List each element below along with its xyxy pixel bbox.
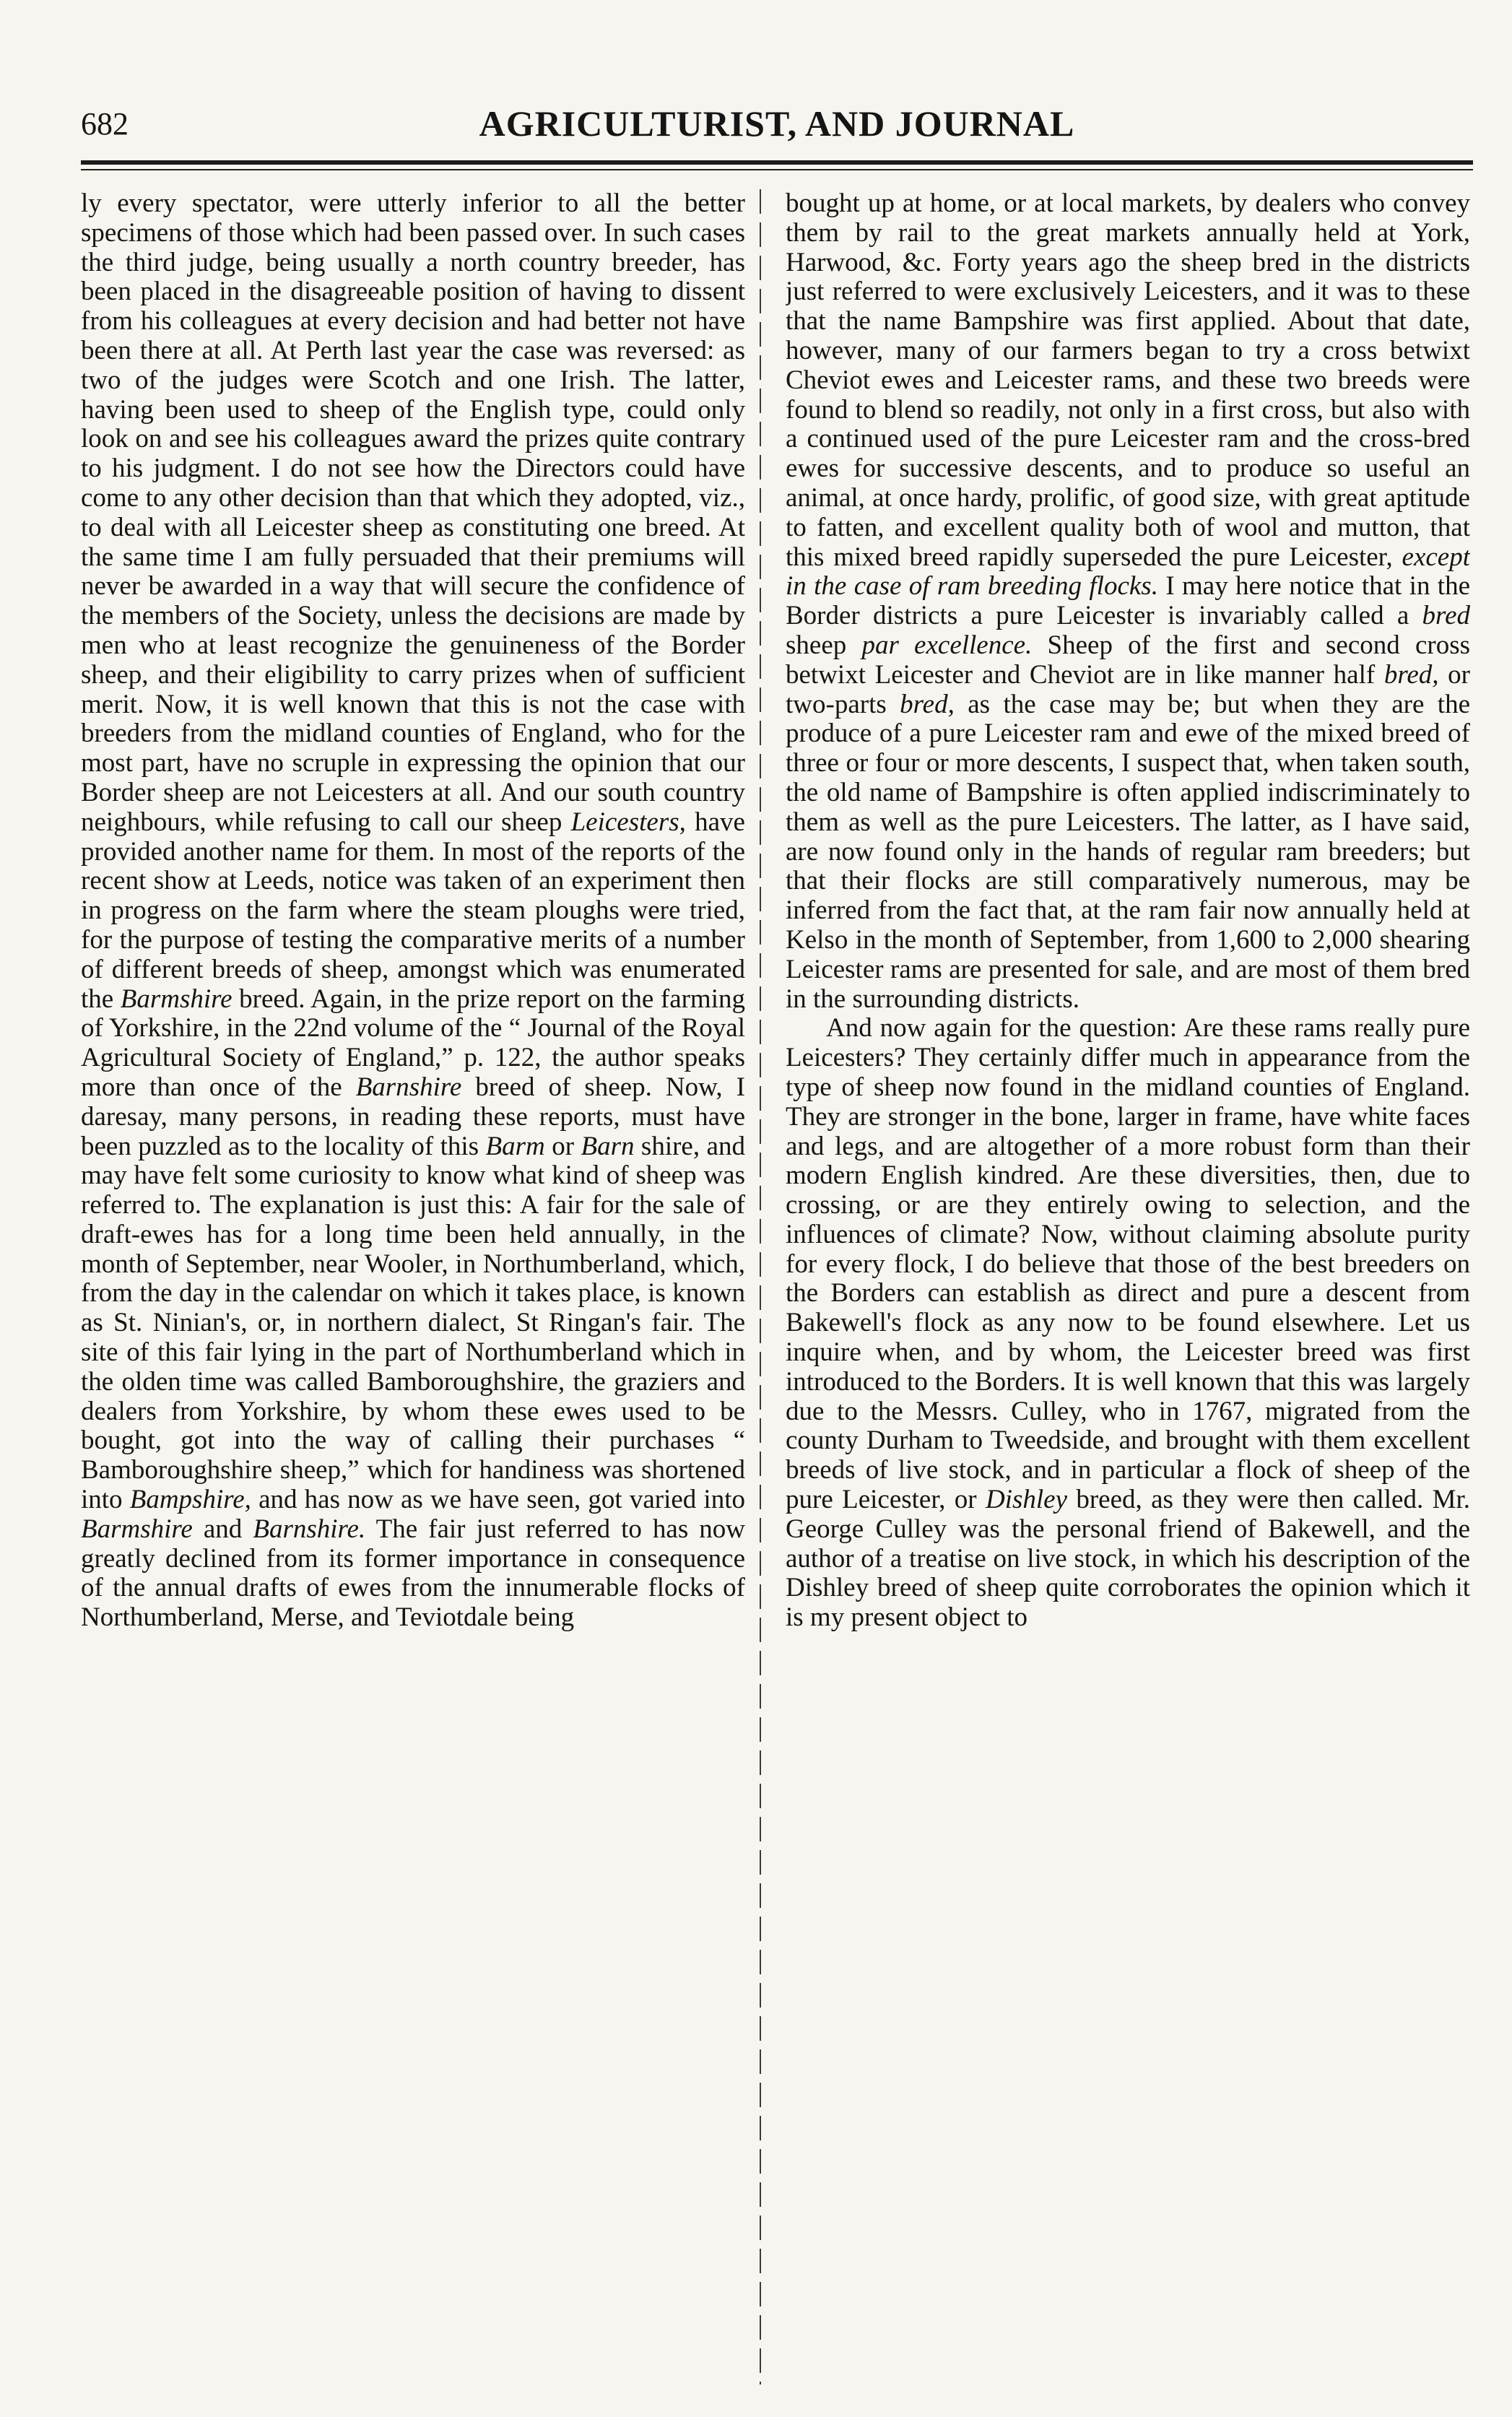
right-column bbox=[786, 189, 1470, 2385]
running-title: AGRICULTURIST, AND JOURNAL bbox=[479, 103, 1075, 144]
left-paragraph-1: ly every spectator, were utterly inferior to all the better specimens of those which had been passed over. In such cases the third judge, being usually a north country breeder, has been placed in the disagreeable position of having to dissent from his colleagues at every decision and had better not have been there at all. At Perth last year the case was reversed: as two of the judges were Scotch and one Irish. The latter, having been used to sheep of the English type, could only look on and see his colleagues award the prizes quite contrary to his judgment. I do not see how the Directors could have come to any other decision than that which they adopted, viz., to deal with all Leicester sheep as constituting one breed. At the same time I am fully persuaded that their premiums will never be awarded in a way that will secure the confidence of the members of the Society, unless the decisions are made by men who at least recognize the genuineness of the Border sheep, and their eligibility to carry prizes when of sufficient merit. Now, it is well known that this is not the case with breeders from the midland counties of England, who for the most part, have no scruple in expressing the opinion that our Border sheep are not Leicesters at all. And our south country neighbours, while refusing to call our sheep Leicesters, have provided another name for them. In most of the reports of the recent show at Leeds, notice was taken of an experiment then in progress on the farm where the steam ploughs were tried, for the purpose of testing the comparative merits of a number of different breeds of sheep, amongst which was enumerated the Barmshire breed. Again, in the prize report on the farming of Yorkshire, in the 22nd volume of the “ Journal of the Royal Agricultural Society of England,” p. 122, the author speaks more than once of the Barnshire breed of sheep. Now, I daresay, many persons, in reading these reports, must have been puzzled as to the locality of this Barm or Barn shire, and may have felt some curiosity to know what kind of sheep was referred to. The explanation is just this: A fair for the sale of draft-ewes has for a long time been held annually, in the month of September, near Wooler, in Northumberland, which, from the day in the calendar on which it takes place, is known as St. Ninian's, or, in northern dialect, St Ringan's fair. The site of this fair lying in the part of Northumberland which in the olden time was called Bamboroughshire, the graziers and dealers from Yorkshire, by whom these ewes used to be bought, got into the way of calling their purchases “ Bamboroughshire sheep,” which for handiness was shortened into Bampshire, and has now as we have seen, got varied into Barmshire and Barnshire. The fair just referred to has now greatly declined from its former importance in consequence of the annual drafts of ewes from the innumerable flocks of Northumberland, Merse, and Teviotdale being bbox=[81, 189, 745, 1633]
header-rule-thin bbox=[81, 169, 1473, 170]
left-column bbox=[81, 189, 745, 2385]
header-rule-thick bbox=[81, 160, 1473, 165]
column-divider bbox=[760, 189, 761, 2385]
page-number: 682 bbox=[81, 106, 129, 142]
right-paragraph-1: bought up at home, or at local markets, by dealers who convey them by rail to the great markets annually held at York, Harwood, &c. Forty years ago the sheep bred in the districts just referred to were exclusively Leicesters, and it was to these that the name Bampshire was first applied. About that date, however, many of our farmers began to try a cross betwixt Cheviot ewes and Leicester rams, and these two breeds were found to blend so readily, not only in a first cross, but also with a continued used of the pure Leicester ram and the cross-bred ewes for successive descents, and to produce so useful an animal, at once hardy, prolific, of good size, with great aptitude to fatten, and excellent quality both of wool and mutton, that this mixed breed rapidly superseded the pure Leicester, except in the case of ram breeding flocks. I may here notice that in the Border districts a pure Leicester is invariably called a bred sheep par excellence. Sheep of the first and second cross betwixt Leicester and Cheviot are in like manner half bred, or two-parts bred, as the case may be; but when they are the produce of a pure Leicester ram and ewe of the mixed breed of three or four or more descents, I suspect that, when taken south, the old name of Bampshire is often applied indiscriminately to them as well as the pure Leicesters. The latter, as I have said, are now found only in the hands of regular ram breeders; but that their flocks are still comparatively numerous, may be inferred from the fact that, at the ram fair now annually held at Kelso in the month of September, from 1,600 to 2,000 shearing Leicester rams are presented for sale, and are most of them bred in the surrounding districts. bbox=[786, 189, 1470, 1014]
right-paragraph-2: And now again for the question: Are these rams really pure Leicesters? They certainly differ much in appearance from the type of sheep now found in the midland counties of England. They are stronger in the bone, larger in frame, have white faces and legs, and are altogether of a more robust form than their modern English kindred. Are these diversities, then, due to crossing, or are they entirely owing to selection, and the influences of climate? Now, without claiming absolute purity for every flock, I do believe that those of the best breeders on the Borders can establish as direct and pure a descent from Bakewell's flock as any now to be found elsewhere. Let us inquire when, and by whom, the Leicester breed was first introduced to the Borders. It is well known that this was largely due to the Messrs. Culley, who in 1767, migrated from the county Durham to Tweedside, and brought with them excellent breeds of live stock, and in particular a flock of sheep of the pure Leicester, or Dishley breed, as they were then called. Mr. George Culley was the personal friend of Bakewell, and the author of a treatise on live stock, in which his description of the Dishley breed of sheep quite corroborates the opinion which it is my present object to bbox=[786, 1013, 1470, 1633]
page-header bbox=[81, 101, 1473, 152]
